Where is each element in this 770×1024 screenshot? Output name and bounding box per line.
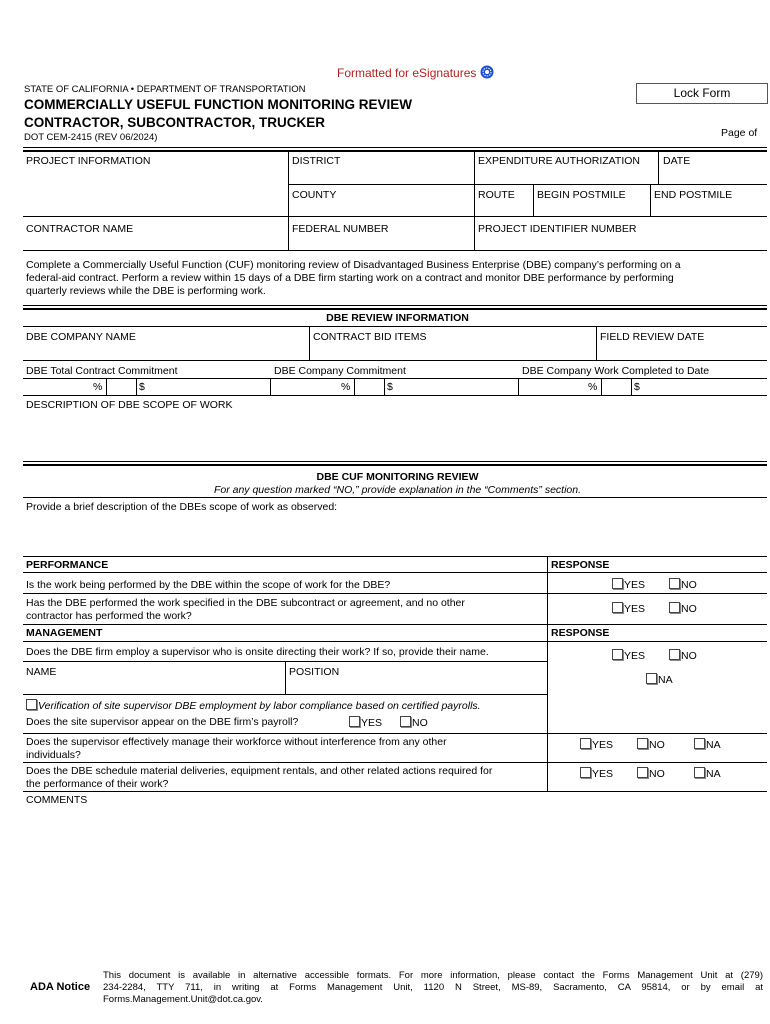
performance-response-heading: RESPONSE [551, 559, 610, 571]
checkbox-icon[interactable] [669, 578, 680, 589]
checkbox-icon[interactable] [669, 649, 680, 660]
management-q1-yes[interactable]: YES [612, 649, 645, 662]
end-postmile-field[interactable]: END POSTMILE [654, 189, 733, 201]
dbe-company-commitment-label: DBE Company Commitment [274, 365, 406, 377]
management-q3-no[interactable]: NO [637, 767, 665, 780]
management-q3-line1: Does the DBE schedule material deliveries, equipment rentals, and other related actions required for [26, 765, 493, 777]
comments-field[interactable]: COMMENTS [26, 794, 88, 806]
checkbox-icon[interactable] [612, 602, 623, 613]
dbe-review-heading: DBE REVIEW INFORMATION [326, 312, 469, 324]
checkbox-icon[interactable] [612, 578, 623, 589]
management-response-heading: RESPONSE [551, 627, 610, 639]
checkbox-icon[interactable] [26, 699, 37, 710]
esignature-text: Formatted for eSignatures [337, 66, 477, 80]
date-field[interactable]: DATE [663, 155, 691, 167]
checkbox-icon[interactable] [349, 716, 360, 727]
management-heading: MANAGEMENT [26, 627, 103, 639]
contractor-name-field[interactable]: CONTRACTOR NAME [26, 223, 134, 235]
checkbox-icon[interactable] [612, 649, 623, 660]
cuf-heading: DBE CUF MONITORING REVIEW [316, 471, 479, 483]
management-q1: Does the DBE firm employ a supervisor who is onsite directing their work? If so, provide their name. [26, 646, 489, 658]
expenditure-authorization-field[interactable]: EXPENDITURE AUTHORIZATION [478, 155, 640, 167]
observed-scope-field[interactable]: Provide a brief description of the DBEs scope of work as observed: [26, 501, 338, 513]
management-q2-yes[interactable]: YES [580, 738, 613, 751]
intro-line2: federal-aid contract. Perform a review within 15 days of a DBE firm starting work on a contract and monitor DBE performance by performing [26, 272, 674, 284]
payroll-yes[interactable]: YES [349, 716, 382, 729]
checkbox-icon[interactable] [694, 738, 705, 749]
ada-notice-line1: This document is available in alternative accessible formats. For more information, please contact the Forms Management Unit at (279) [103, 970, 763, 981]
ada-notice-email[interactable]: Forms.Management.Unit@dot.ca.gov. [103, 994, 263, 1005]
intro-line1: Complete a Commercially Useful Function (CUF) monitoring review of Disadvantaged Business Enterprise (DBE) company’s performing on a [26, 259, 681, 271]
checkbox-icon[interactable] [646, 673, 657, 684]
company-dollar-field[interactable]: $ [387, 381, 393, 393]
completed-percent-field[interactable]: % [588, 381, 598, 393]
esignature-seal-icon [480, 65, 494, 79]
dbe-company-name-field[interactable]: DBE COMPANY NAME [26, 331, 136, 343]
management-q3-line2: the performance of their work? [26, 778, 169, 790]
performance-q2-line2: contractor has performed the work? [26, 610, 192, 622]
cuf-instruction: For any question marked “NO,” provide explanation in the “Comments” section. [213, 484, 582, 496]
performance-q2-line1: Has the DBE performed the work specified in the DBE subcontract or agreement, and no other [26, 597, 465, 609]
form-title-line2: CONTRACTOR, SUBCONTRACTOR, TRUCKER [24, 115, 325, 130]
performance-q2-yes[interactable]: YES [612, 602, 645, 615]
dbe-total-commitment-label: DBE Total Contract Commitment [26, 365, 178, 377]
management-q2-no[interactable]: NO [637, 738, 665, 751]
form-id: DOT CEM-2415 (REV 06/2024) [24, 132, 158, 143]
company-percent-field[interactable]: % [341, 381, 351, 393]
project-identifier-field[interactable]: PROJECT IDENTIFIER NUMBER [478, 223, 637, 235]
payroll-verification-option[interactable]: Verification of site supervisor DBE employment by labor compliance based on certified payrolls. [26, 699, 481, 712]
checkbox-icon[interactable] [694, 767, 705, 778]
management-q1-na[interactable]: NA [646, 673, 673, 686]
checkbox-icon[interactable] [637, 738, 648, 749]
payroll-question: Does the site supervisor appear on the DBE firm’s payroll? [26, 716, 299, 728]
management-q1-no[interactable]: NO [669, 649, 697, 662]
management-q3-yes[interactable]: YES [580, 767, 613, 780]
checkbox-icon[interactable] [637, 767, 648, 778]
ada-notice-line2: 234-2284, TTY 711, in writing at Forms Management Unit, 1120 N Street, MS-89, Sacramento, CA 95814, or by email at [103, 982, 763, 993]
contract-bid-items-field[interactable]: CONTRACT BID ITEMS [313, 331, 427, 343]
checkbox-icon[interactable] [400, 716, 411, 727]
management-q3-na[interactable]: NA [694, 767, 721, 780]
performance-heading: PERFORMANCE [26, 559, 109, 571]
project-information-label: PROJECT INFORMATION [26, 155, 151, 167]
scope-of-work-field[interactable]: DESCRIPTION OF DBE SCOPE OF WORK [26, 399, 233, 411]
performance-q1-yes[interactable]: YES [612, 578, 645, 591]
dbe-work-completed-label: DBE Company Work Completed to Date [522, 365, 710, 377]
county-field[interactable]: COUNTY [292, 189, 337, 201]
checkbox-icon[interactable] [669, 602, 680, 613]
route-field[interactable]: ROUTE [478, 189, 515, 201]
management-q2-line2: individuals? [26, 749, 81, 761]
field-review-date-field[interactable]: FIELD REVIEW DATE [600, 331, 705, 343]
performance-q2-no[interactable]: NO [669, 602, 697, 615]
esignature-label [337, 65, 494, 80]
federal-number-field[interactable]: FEDERAL NUMBER [292, 223, 389, 235]
page-of: Page of [721, 127, 758, 139]
form-title-line1: COMMERCIALLY USEFUL FUNCTION MONITORING REVIEW [24, 97, 413, 112]
total-dollar-field[interactable]: $ [139, 381, 145, 393]
district-field[interactable]: DISTRICT [292, 155, 341, 167]
supervisor-name-field[interactable]: NAME [26, 666, 57, 678]
completed-dollar-field[interactable]: $ [634, 381, 640, 393]
total-percent-field[interactable]: % [93, 381, 103, 393]
agency-line: STATE OF CALIFORNIA • DEPARTMENT OF TRANSPORTATION [24, 84, 306, 95]
payroll-no[interactable]: NO [400, 716, 428, 729]
management-q2-na[interactable]: NA [694, 738, 721, 751]
intro-line3: quarterly reviews while the DBE is performing work. [26, 285, 266, 297]
checkbox-icon[interactable] [580, 767, 591, 778]
performance-q1-no[interactable]: NO [669, 578, 697, 591]
begin-postmile-field[interactable]: BEGIN POSTMILE [537, 189, 626, 201]
management-q2-line1: Does the supervisor effectively manage their workforce without interference from any other [26, 736, 447, 748]
lock-form-button[interactable]: Lock Form [636, 83, 768, 104]
supervisor-position-field[interactable]: POSITION [289, 666, 340, 678]
ada-notice-label: ADA Notice [30, 981, 91, 993]
performance-q1: Is the work being performed by the DBE within the scope of work for the DBE? [26, 579, 391, 591]
checkbox-icon[interactable] [580, 738, 591, 749]
